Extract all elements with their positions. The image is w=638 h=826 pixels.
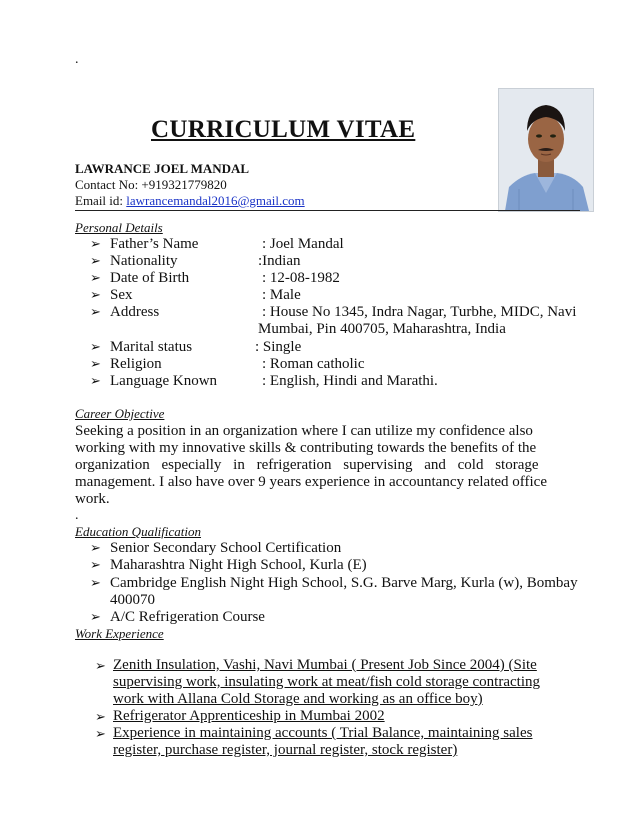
- personal-label: Religion: [110, 356, 162, 372]
- bullet-icon: ➢: [90, 287, 101, 302]
- personal-value: : Male: [262, 287, 301, 303]
- personal-label: Father’s Name: [110, 236, 199, 252]
- personal-label: Sex: [110, 287, 133, 303]
- personal-item: [90, 236, 198, 253]
- personal-label: Marital status: [110, 339, 193, 355]
- contact-number: Contact No: +919321779820: [75, 177, 227, 192]
- career-line: Seeking a position in an organization where I can utilize my confidence also: [75, 423, 533, 439]
- personal-value: : 12-08-1982: [262, 270, 340, 286]
- bullet-icon: ➢: [90, 373, 101, 388]
- work-line: Zenith Insulation, Vashi, Navi Mumbai ( Present Job Since 2004) (Site: [113, 657, 537, 673]
- address-value-line2: Mumbai, Pin 400705, Maharashtra, India: [258, 321, 506, 337]
- bullet-icon: ➢: [90, 575, 101, 590]
- education-heading: Education Qualification: [75, 524, 202, 539]
- personal-details-heading: Personal Details: [75, 220, 163, 235]
- stray-dot: .: [75, 52, 79, 67]
- profile-photo: [498, 88, 594, 212]
- personal-item: [90, 287, 133, 304]
- personal-value: : English, Hindi and Marathi.: [262, 373, 438, 389]
- candidate-name: LAWRANCE JOEL MANDAL: [75, 161, 250, 176]
- email-label: Email id:: [75, 193, 127, 208]
- bullet-icon: ➢: [95, 709, 106, 724]
- bullet-icon: ➢: [90, 356, 101, 371]
- personal-value: :Indian: [258, 253, 301, 269]
- personal-label: Address: [110, 304, 160, 320]
- personal-item: [90, 270, 189, 287]
- personal-label: Date of Birth: [110, 270, 190, 286]
- personal-item: [90, 339, 192, 356]
- personal-item: [90, 304, 159, 321]
- bullet-icon: ➢: [90, 609, 101, 624]
- education-text: Senior Secondary School Certification: [110, 540, 342, 556]
- education-text: A/C Refrigeration Course: [110, 609, 265, 625]
- career-line: organization especially in refrigeration supervising and cold storage: [75, 457, 539, 473]
- address-value-line1: : House No 1345, Indra Nagar, Turbhe, MIDC, Navi: [262, 304, 577, 320]
- email-line: [75, 193, 305, 209]
- bullet-icon: ➢: [90, 253, 101, 268]
- bullet-icon: ➢: [90, 540, 101, 555]
- bullet-icon: ➢: [90, 270, 101, 285]
- work-line: register, purchase register, journal register, stock register): [113, 742, 458, 758]
- bullet-icon: ➢: [95, 726, 106, 741]
- personal-label: Nationality: [110, 253, 178, 269]
- personal-label: Language Known: [110, 373, 218, 389]
- career-objective-heading: Career Objective: [75, 406, 165, 421]
- email-link[interactable]: lawrancemandal2016@gmail.com: [126, 193, 305, 208]
- education-item: [90, 575, 578, 592]
- work-line: supervising work, insulating work at meat/fish cold storage contracting: [113, 674, 540, 690]
- education-text: Cambridge English Night High School, S.G. Barve Marg, Kurla (w), Bombay: [110, 575, 578, 591]
- work-line: Refrigerator Apprenticeship in Mumbai 2002: [113, 708, 385, 724]
- education-text: Maharashtra Night High School, Kurla (E): [110, 557, 367, 573]
- career-dot: .: [75, 508, 79, 523]
- bullet-icon: ➢: [90, 304, 101, 319]
- bullet-icon: ➢: [90, 236, 101, 251]
- bullet-icon: ➢: [90, 339, 101, 354]
- personal-value: : Single: [255, 339, 302, 355]
- work-line: work with Allana Cold Storage and working as an office boy): [113, 691, 483, 707]
- divider: [75, 210, 580, 211]
- education-item: [90, 609, 265, 626]
- education-item: [90, 557, 367, 574]
- work-line: Experience in maintaining accounts ( Trial Balance, maintaining sales: [113, 725, 533, 741]
- career-line: work.: [75, 491, 110, 507]
- personal-item: [90, 356, 162, 373]
- personal-value: : Joel Mandal: [262, 236, 344, 252]
- document-title: CURRICULUM VITAE: [151, 116, 416, 143]
- education-text-continued: 400070: [110, 592, 155, 608]
- personal-item: [90, 373, 217, 390]
- bullet-icon: ➢: [95, 658, 106, 673]
- career-line: working with my innovative skills & contributing towards the benefits of the: [75, 440, 537, 456]
- education-item: [90, 540, 341, 557]
- personal-value: : Roman catholic: [262, 356, 365, 372]
- work-experience-heading: Work Experience: [75, 626, 164, 641]
- bullet-icon: ➢: [90, 557, 101, 572]
- career-line: management. I also have over 9 years experience in accountancy related office: [75, 474, 547, 490]
- personal-item: [90, 253, 178, 270]
